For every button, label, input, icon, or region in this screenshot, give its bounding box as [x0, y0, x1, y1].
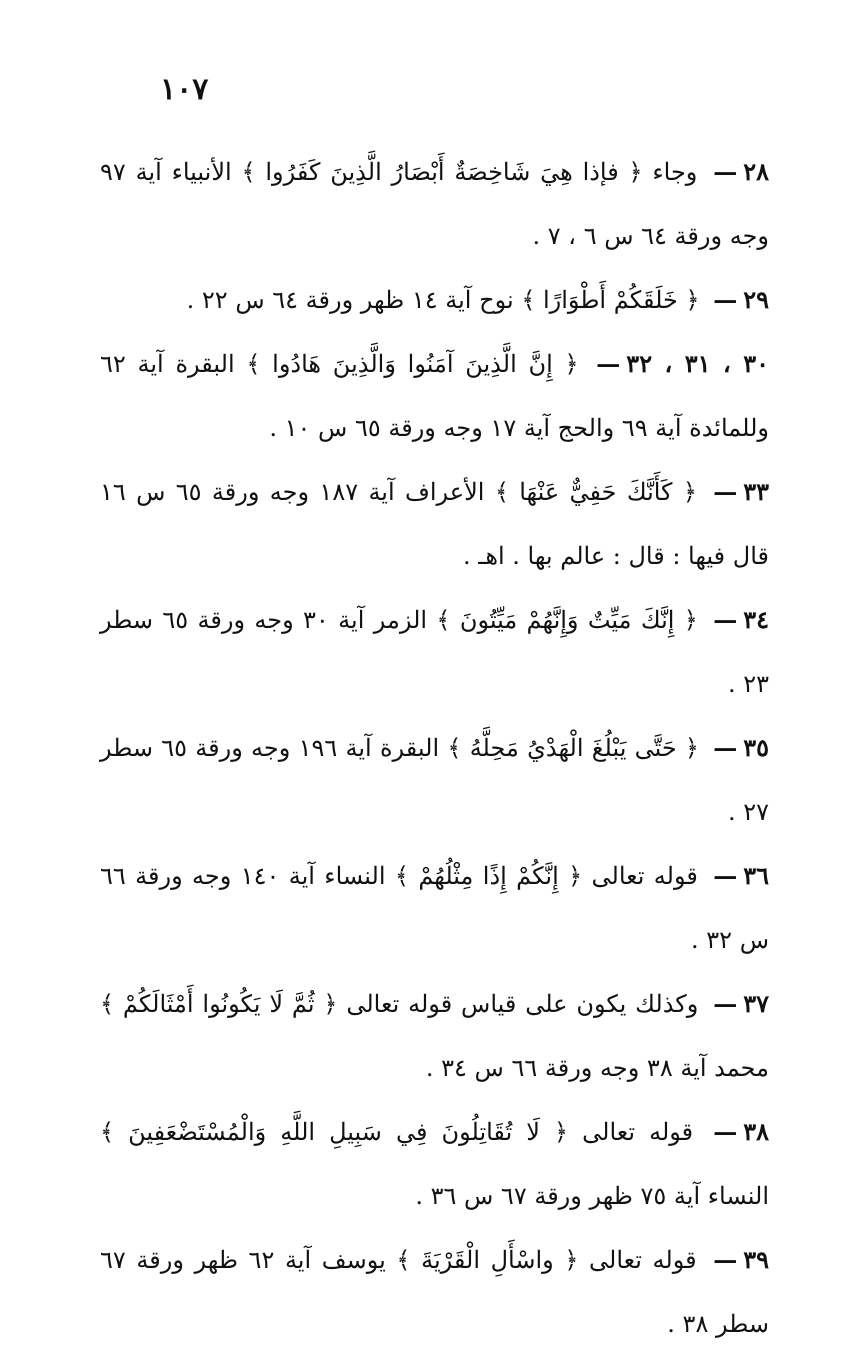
entry-intro: وكذلك يكون على قياس قوله تعالى — [346, 990, 699, 1018]
entry-quote: ﴿ إِنَّكُمْ إِذًا مِثْلُهُمْ ﴾ — [394, 862, 583, 890]
entry-quote: ﴿ ثُمَّ لَا يَكُونُوا أَمْثَالَكُمْ ﴾ — [100, 990, 338, 1018]
page-number: ١٠٧ — [160, 72, 209, 107]
entry-intro: وجاء — [652, 158, 698, 186]
entry-reference: البقرة آية ٦٢ وللمائدة آية ٦٩ والحج آية ١٧ وجه ورقة ٦٥ س ١٠ . — [100, 350, 769, 442]
entries-list — [100, 140, 769, 1356]
entry-30-32 — [100, 332, 769, 460]
entry-33 — [100, 460, 769, 588]
entry-reference: الأنبياء آية ٩٧ وجه ورقة ٦٤ س ٦ ، ٧ . — [100, 158, 769, 250]
entry-number: ٢٩ — [743, 285, 769, 314]
entry-number: ٣٩ — [743, 1245, 769, 1274]
entry-39 — [100, 1228, 769, 1356]
entry-intro: قوله تعالى — [589, 1246, 697, 1274]
entry-35 — [100, 716, 769, 844]
entry-quote: ﴿ كَأَنَّكَ حَفِيٌّ عَنْهَا ﴾ — [494, 478, 697, 506]
entry-reference: يوسف آية ٦٢ ظهر ورقة ٦٧ سطر ٣٨ . — [100, 1246, 769, 1338]
entry-dash: — — [713, 1245, 738, 1274]
entry-intro: قوله تعالى — [591, 862, 698, 890]
entry-reference: النساء آية ٧٥ ظهر ورقة ٦٧ س ٣٦ . — [415, 1182, 769, 1210]
entry-dash: — — [713, 1117, 738, 1146]
entry-number: ٣٧ — [743, 989, 769, 1018]
entry-number: ٣٨ — [743, 1117, 769, 1146]
entry-number: ٣٦ — [743, 861, 769, 890]
entry-dash: — — [713, 477, 738, 506]
entry-reference: نوح آية ١٤ ظهر ورقة ٦٤ س ٢٢ . — [186, 286, 514, 314]
entry-reference: النساء آية ١٤٠ وجه ورقة ٦٦ س ٣٢ . — [100, 862, 769, 954]
entry-intro: قوله تعالى — [582, 1118, 694, 1146]
entry-dash: — — [713, 605, 738, 634]
entry-quote: ﴿ إِنَّ الَّذِينَ آمَنُوا وَالَّذِينَ هَادُوا ﴾ — [246, 350, 579, 378]
entry-reference: البقرة آية ١٩٦ وجه ورقة ٦٥ سطر ٢٧ . — [100, 734, 769, 826]
entry-37 — [100, 972, 769, 1100]
entry-quote: ﴿ إِنَّكَ مَيِّتٌ وَإِنَّهُمْ مَيِّتُونَ ﴾ — [436, 606, 698, 634]
entry-quote: ﴿ خَلَقَكُمْ أَطْوَارًا ﴾ — [521, 286, 700, 314]
entry-dash: — — [713, 861, 738, 890]
entry-number: ٣٠ ، ٣١ ، ٣٢ — [626, 349, 769, 378]
entry-dash: — — [713, 733, 738, 762]
entry-number: ٢٨ — [743, 157, 769, 186]
entry-dash: — — [596, 349, 621, 378]
entry-34 — [100, 588, 769, 716]
entry-number: ٣٣ — [743, 477, 770, 506]
entry-number: ٣٤ — [743, 605, 769, 634]
entry-28 — [100, 140, 769, 268]
entry-38 — [100, 1100, 769, 1228]
entry-reference: الأعراف آية ١٨٧ وجه ورقة ٦٥ س ١٦ قال فيها : قال : عالم بها . اهـ . — [100, 478, 769, 570]
entry-36 — [100, 844, 769, 972]
entry-dash: — — [713, 989, 738, 1018]
entry-dash: — — [713, 157, 738, 186]
entry-number: ٣٥ — [743, 733, 770, 762]
entry-reference: محمد آية ٣٨ وجه ورقة ٦٦ س ٣٤ . — [425, 1054, 769, 1082]
entry-dash: — — [713, 285, 738, 314]
entry-reference: الزمر آية ٣٠ وجه ورقة ٦٥ سطر ٢٣ . — [100, 606, 769, 698]
entry-quote: ﴿ حَتَّى يَبْلُغَ الْهَدْيُ مَحِلَّهُ ﴾ — [447, 734, 699, 762]
entry-quote: ﴿ فإذا هِيَ شَاخِصَةٌ أَبْصَارُ الَّذِينَ كَفَرُوا ﴾ — [241, 158, 643, 186]
entry-29 — [100, 268, 769, 332]
entry-quote: ﴿ واسْأَلِ الْقَرْيَةَ ﴾ — [396, 1246, 579, 1274]
entry-quote: ﴿ لَا تُقَاتِلُونَ فِي سَبِيلِ اللَّهِ وَالْمُسْتَضْعَفِينَ ﴾ — [100, 1118, 569, 1146]
